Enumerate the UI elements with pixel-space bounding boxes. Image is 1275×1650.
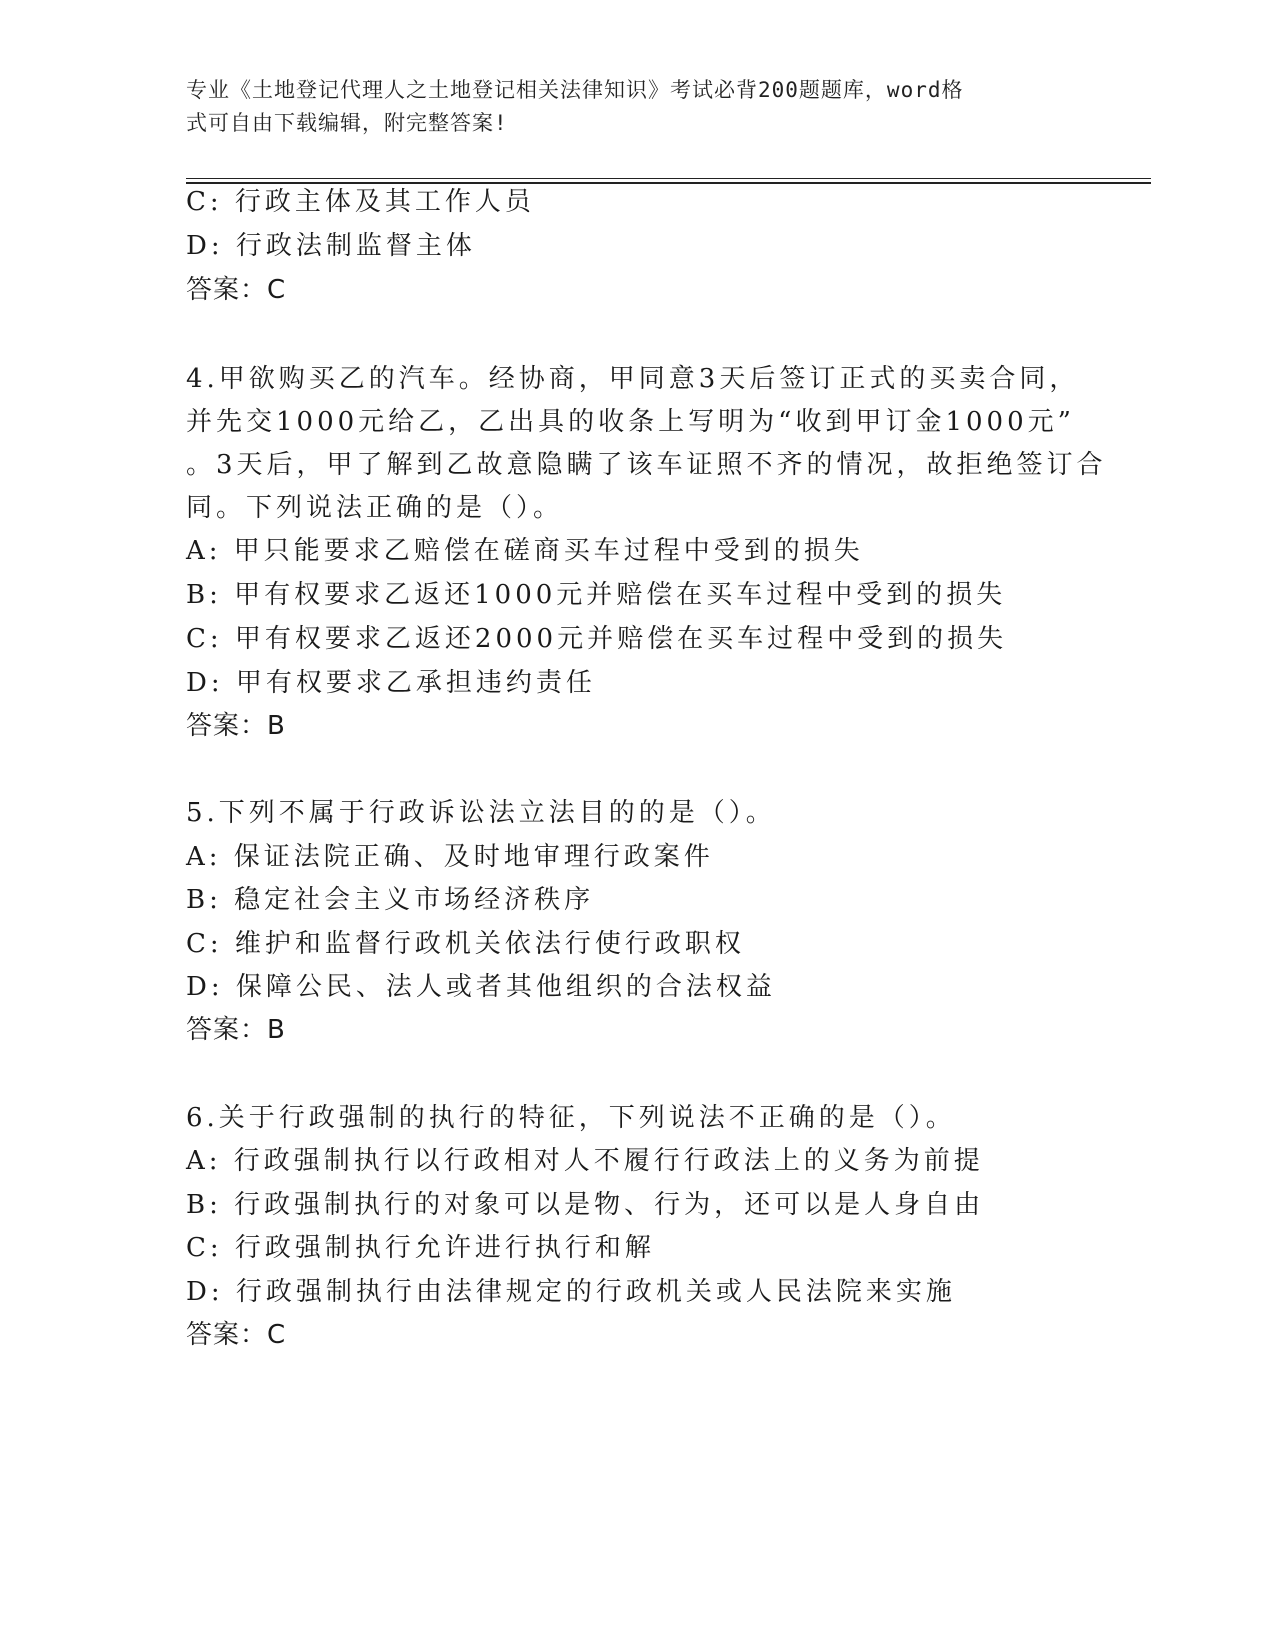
q6-answer: 答案：C bbox=[186, 1320, 287, 1350]
q4-option-a: A: 甲只能要求乙赔偿在磋商买车过程中受到的损失 bbox=[186, 536, 864, 566]
q6-option-a: A: 行政强制执行以行政相对人不履行行政法上的义务为前提 bbox=[186, 1146, 984, 1176]
q4-option-d: D: 甲有权要求乙承担违约责任 bbox=[186, 668, 596, 698]
q6-stem: 6.关于行政强制的执行的特征，下列说法不正确的是（）。 bbox=[186, 1103, 956, 1133]
q3-answer: 答案：C bbox=[186, 275, 287, 305]
header-divider-thick bbox=[186, 182, 1151, 184]
q5-option-a: A: 保证法院正确、及时地审理行政案件 bbox=[186, 842, 714, 872]
q4-answer: 答案：B bbox=[186, 711, 286, 741]
q3-option-d: D: 行政法制监督主体 bbox=[186, 231, 476, 261]
q5-option-b: B: 稳定社会主义市场经济秩序 bbox=[186, 885, 595, 915]
q5-option-d: D: 保障公民、法人或者其他组织的合法权益 bbox=[186, 972, 776, 1002]
q4-stem-line-1: 4.甲欲购买乙的汽车。经协商，甲同意3天后签订正式的买卖合同， bbox=[186, 364, 1080, 394]
q5-answer: 答案：B bbox=[186, 1015, 286, 1045]
q6-option-c: C: 行政强制执行允许进行执行和解 bbox=[186, 1233, 655, 1263]
q4-stem-line-3: 。3天后，甲了解到乙故意隐瞒了该车证照不齐的情况，故拒绝签订合 bbox=[186, 450, 1107, 480]
q3-option-c: C: 行政主体及其工作人员 bbox=[186, 187, 535, 217]
header-line-1: 专业《土地登记代理人之土地登记相关法律知识》考试必背200题题库，word格 bbox=[186, 78, 964, 102]
header-line-2: 式可自由下载编辑，附完整答案! bbox=[186, 111, 508, 135]
q6-option-b: B: 行政强制执行的对象可以是物、行为，还可以是人身自由 bbox=[186, 1190, 985, 1220]
document-header bbox=[186, 74, 1066, 140]
q6-option-d: D: 行政强制执行由法律规定的行政机关或人民法院来实施 bbox=[186, 1277, 956, 1307]
q4-option-c: C: 甲有权要求乙返还2000元并赔偿在买车过程中受到的损失 bbox=[186, 624, 1008, 654]
q5-option-c: C: 维护和监督行政机关依法行使行政职权 bbox=[186, 929, 745, 959]
q4-stem-line-4: 同。下列说法正确的是（）。 bbox=[186, 493, 564, 523]
q4-option-b: B: 甲有权要求乙返还1000元并赔偿在买车过程中受到的损失 bbox=[186, 580, 1007, 610]
q5-stem: 5.下列不属于行政诉讼法立法目的的是（）。 bbox=[186, 798, 776, 828]
q4-stem-line-2: 并先交1000元给乙，乙出具的收条上写明为“收到甲订金1000元” bbox=[186, 407, 1075, 437]
header-divider-thin bbox=[186, 178, 1151, 179]
